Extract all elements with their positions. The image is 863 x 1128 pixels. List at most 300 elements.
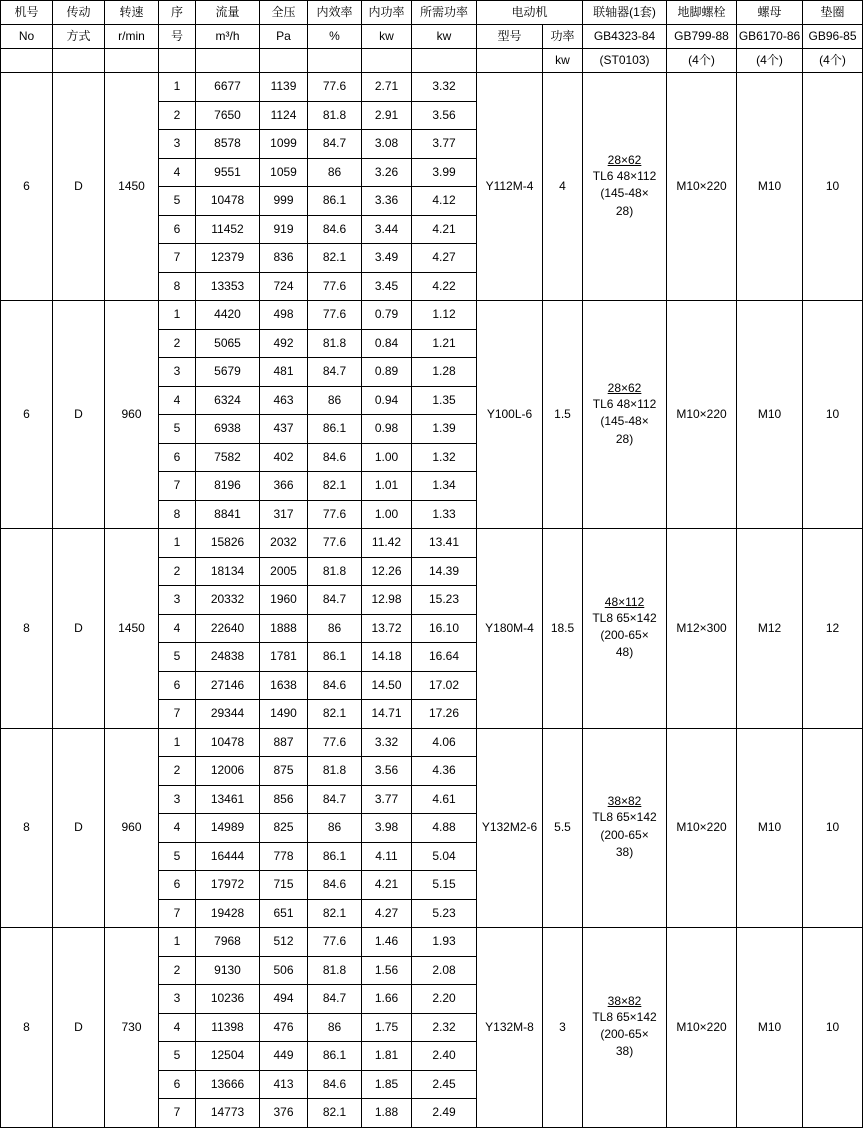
inner-power-cell: 0.98 [362, 415, 412, 444]
required-power-cell: 4.06 [412, 728, 477, 757]
header-spacer-9 [412, 49, 477, 73]
efficiency-cell: 84.6 [308, 215, 362, 244]
nut-cell: M10 [737, 301, 803, 529]
flow-cell: 8196 [196, 472, 260, 501]
sequence-cell: 4 [159, 814, 196, 843]
efficiency-cell: 82.1 [308, 244, 362, 273]
sequence-cell: 3 [159, 586, 196, 615]
header-drive-mode: 方式 [53, 25, 105, 49]
table-row [1, 301, 863, 330]
pressure-cell: 481 [260, 358, 308, 387]
pressure-cell: 836 [260, 244, 308, 273]
required-power-cell: 13.41 [412, 529, 477, 558]
pressure-cell: 449 [260, 1042, 308, 1071]
coupling-cell [583, 928, 667, 1128]
inner-power-cell: 4.27 [362, 899, 412, 928]
flow-cell: 10478 [196, 728, 260, 757]
required-power-cell: 1.21 [412, 329, 477, 358]
flow-cell: 11398 [196, 1013, 260, 1042]
efficiency-cell: 82.1 [308, 1099, 362, 1128]
flow-cell: 27146 [196, 671, 260, 700]
washer-cell: 10 [803, 928, 863, 1128]
flow-cell: 10478 [196, 187, 260, 216]
header-spacer-1 [1, 49, 53, 73]
header-drive-cn: 传动 [53, 1, 105, 25]
efficiency-cell: 86.1 [308, 1042, 362, 1071]
sequence-cell: 5 [159, 643, 196, 672]
header-spacer-7 [308, 49, 362, 73]
header-nut-group: 螺母 [737, 1, 803, 25]
pressure-cell: 317 [260, 500, 308, 529]
sequence-cell: 7 [159, 244, 196, 273]
sequence-cell: 4 [159, 614, 196, 643]
pressure-cell: 2032 [260, 529, 308, 558]
fan-number-cell: 8 [1, 928, 53, 1128]
header-no-cn: 机号 [1, 1, 53, 25]
efficiency-cell: 81.8 [308, 956, 362, 985]
header-motor-model: 型号 [477, 25, 543, 49]
required-power-cell: 2.20 [412, 985, 477, 1014]
header-efficiency-cn: 内效率 [308, 1, 362, 25]
header-motor-group: 电动机 [477, 1, 583, 25]
efficiency-cell: 84.7 [308, 130, 362, 159]
flow-cell: 19428 [196, 899, 260, 928]
flow-cell: 9130 [196, 956, 260, 985]
flow-cell: 22640 [196, 614, 260, 643]
efficiency-cell: 82.1 [308, 700, 362, 729]
motor-power-cell: 18.5 [543, 529, 583, 729]
header-seq-unit: 号 [159, 25, 196, 49]
coupling-dimension-end: 38) [615, 1044, 634, 1059]
flow-cell: 9551 [196, 158, 260, 187]
sequence-cell: 5 [159, 187, 196, 216]
sequence-cell: 3 [159, 985, 196, 1014]
pressure-cell: 1781 [260, 643, 308, 672]
sequence-cell: 1 [159, 73, 196, 102]
efficiency-cell: 86 [308, 158, 362, 187]
pressure-cell: 463 [260, 386, 308, 415]
pressure-cell: 1490 [260, 700, 308, 729]
required-power-cell: 16.64 [412, 643, 477, 672]
flow-cell: 7650 [196, 101, 260, 130]
required-power-cell: 4.27 [412, 244, 477, 273]
pressure-cell: 999 [260, 187, 308, 216]
required-power-cell: 4.22 [412, 272, 477, 301]
fan-number-cell: 6 [1, 73, 53, 301]
efficiency-cell: 84.6 [308, 671, 362, 700]
efficiency-cell: 84.7 [308, 785, 362, 814]
efficiency-cell: 86.1 [308, 643, 362, 672]
header-pressure-unit: Pa [260, 25, 308, 49]
pressure-cell: 825 [260, 814, 308, 843]
inner-power-cell: 3.77 [362, 785, 412, 814]
required-power-cell: 1.32 [412, 443, 477, 472]
table-row [1, 928, 863, 957]
sequence-cell: 6 [159, 443, 196, 472]
inner-power-cell: 11.42 [362, 529, 412, 558]
table-body [1, 73, 863, 1128]
pressure-cell: 512 [260, 928, 308, 957]
flow-cell: 29344 [196, 700, 260, 729]
inner-power-cell: 3.44 [362, 215, 412, 244]
speed-cell: 960 [105, 728, 159, 928]
washer-cell: 12 [803, 529, 863, 729]
header-motor-power-unit: kw [543, 49, 583, 73]
sequence-cell: 2 [159, 757, 196, 786]
sequence-cell: 6 [159, 871, 196, 900]
pressure-cell: 1638 [260, 671, 308, 700]
sequence-cell: 8 [159, 272, 196, 301]
efficiency-cell: 86 [308, 1013, 362, 1042]
required-power-cell: 4.61 [412, 785, 477, 814]
inner-power-cell: 0.94 [362, 386, 412, 415]
efficiency-cell: 86 [308, 814, 362, 843]
flow-cell: 24838 [196, 643, 260, 672]
drive-mode-cell: D [53, 728, 105, 928]
header-washer-standard: GB96-85 [803, 25, 863, 49]
header-flow-cn: 流量 [196, 1, 260, 25]
foot-bolt-cell: M10×220 [667, 73, 737, 301]
required-power-cell: 14.39 [412, 557, 477, 586]
drive-mode-cell: D [53, 73, 105, 301]
sequence-cell: 1 [159, 301, 196, 330]
efficiency-cell: 81.8 [308, 557, 362, 586]
inner-power-cell: 12.98 [362, 586, 412, 615]
header-washer-qty: (4个) [803, 49, 863, 73]
required-power-cell: 4.36 [412, 757, 477, 786]
pressure-cell: 498 [260, 301, 308, 330]
flow-cell: 12379 [196, 244, 260, 273]
inner-power-cell: 1.88 [362, 1099, 412, 1128]
speed-cell: 1450 [105, 73, 159, 301]
flow-cell: 16444 [196, 842, 260, 871]
coupling-bore-size: 28×62 [607, 152, 642, 167]
efficiency-cell: 77.6 [308, 500, 362, 529]
pressure-cell: 1124 [260, 101, 308, 130]
drive-mode-cell: D [53, 928, 105, 1128]
pressure-cell: 413 [260, 1070, 308, 1099]
pressure-cell: 506 [260, 956, 308, 985]
efficiency-cell: 84.7 [308, 358, 362, 387]
efficiency-cell: 84.6 [308, 443, 362, 472]
efficiency-cell: 81.8 [308, 101, 362, 130]
header-spacer-10 [477, 49, 543, 73]
flow-cell: 10236 [196, 985, 260, 1014]
header-required-power-unit: kw [412, 25, 477, 49]
efficiency-cell: 77.6 [308, 301, 362, 330]
required-power-cell: 2.45 [412, 1070, 477, 1099]
pressure-cell: 492 [260, 329, 308, 358]
sequence-cell: 5 [159, 1042, 196, 1071]
efficiency-cell: 84.7 [308, 586, 362, 615]
foot-bolt-cell: M10×220 [667, 728, 737, 928]
header-spacer-5 [196, 49, 260, 73]
flow-cell: 17972 [196, 871, 260, 900]
motor-model-cell: Y132M2-6 [477, 728, 543, 928]
required-power-cell: 1.12 [412, 301, 477, 330]
pressure-cell: 476 [260, 1013, 308, 1042]
sequence-cell: 2 [159, 956, 196, 985]
pressure-cell: 724 [260, 272, 308, 301]
inner-power-cell: 1.01 [362, 472, 412, 501]
foot-bolt-cell: M10×220 [667, 301, 737, 529]
sequence-cell: 5 [159, 842, 196, 871]
required-power-cell: 1.33 [412, 500, 477, 529]
header-inner-power-unit: kw [362, 25, 412, 49]
inner-power-cell: 12.26 [362, 557, 412, 586]
pressure-cell: 778 [260, 842, 308, 871]
header-foot-bolt-qty: (4个) [667, 49, 737, 73]
required-power-cell: 3.77 [412, 130, 477, 159]
flow-cell: 8578 [196, 130, 260, 159]
sequence-cell: 6 [159, 215, 196, 244]
pressure-cell: 1099 [260, 130, 308, 159]
required-power-cell: 2.40 [412, 1042, 477, 1071]
pressure-cell: 875 [260, 757, 308, 786]
fan-number-cell: 8 [1, 529, 53, 729]
inner-power-cell: 2.71 [362, 73, 412, 102]
inner-power-cell: 3.45 [362, 272, 412, 301]
pressure-cell: 366 [260, 472, 308, 501]
header-coupling-group: 联轴器(1套) [583, 1, 667, 25]
motor-power-cell: 5.5 [543, 728, 583, 928]
speed-cell: 1450 [105, 529, 159, 729]
required-power-cell: 1.34 [412, 472, 477, 501]
pressure-cell: 376 [260, 1099, 308, 1128]
required-power-cell: 16.10 [412, 614, 477, 643]
flow-cell: 6938 [196, 415, 260, 444]
coupling-dimension-end: 38) [615, 844, 634, 859]
inner-power-cell: 14.18 [362, 643, 412, 672]
flow-cell: 6677 [196, 73, 260, 102]
required-power-cell: 2.49 [412, 1099, 477, 1128]
table-row [1, 73, 863, 102]
inner-power-cell: 13.72 [362, 614, 412, 643]
sequence-cell: 3 [159, 358, 196, 387]
header-spacer-8 [362, 49, 412, 73]
motor-model-cell: Y132M-8 [477, 928, 543, 1128]
efficiency-cell: 86 [308, 386, 362, 415]
inner-power-cell: 0.79 [362, 301, 412, 330]
required-power-cell: 1.35 [412, 386, 477, 415]
efficiency-cell: 84.6 [308, 1070, 362, 1099]
inner-power-cell: 1.46 [362, 928, 412, 957]
required-power-cell: 3.99 [412, 158, 477, 187]
header-nut-qty: (4个) [737, 49, 803, 73]
sequence-cell: 1 [159, 728, 196, 757]
pressure-cell: 887 [260, 728, 308, 757]
flow-cell: 11452 [196, 215, 260, 244]
inner-power-cell: 0.89 [362, 358, 412, 387]
efficiency-cell: 84.6 [308, 871, 362, 900]
required-power-cell: 17.26 [412, 700, 477, 729]
required-power-cell: 15.23 [412, 586, 477, 615]
flow-cell: 13666 [196, 1070, 260, 1099]
required-power-cell: 1.28 [412, 358, 477, 387]
inner-power-cell: 3.36 [362, 187, 412, 216]
washer-cell: 10 [803, 728, 863, 928]
pressure-cell: 2005 [260, 557, 308, 586]
nut-cell: M10 [737, 728, 803, 928]
inner-power-cell: 14.71 [362, 700, 412, 729]
header-washer-group: 垫圈 [803, 1, 863, 25]
motor-model-cell: Y112M-4 [477, 73, 543, 301]
sequence-cell: 2 [159, 557, 196, 586]
inner-power-cell: 1.85 [362, 1070, 412, 1099]
efficiency-cell: 77.6 [308, 272, 362, 301]
inner-power-cell: 1.75 [362, 1013, 412, 1042]
sequence-cell: 3 [159, 130, 196, 159]
foot-bolt-cell: M10×220 [667, 928, 737, 1128]
flow-cell: 18134 [196, 557, 260, 586]
sequence-cell: 7 [159, 700, 196, 729]
header-required-power-cn: 所需功率 [412, 1, 477, 25]
header-spacer-3 [105, 49, 159, 73]
motor-model-cell: Y180M-4 [477, 529, 543, 729]
sequence-cell: 3 [159, 785, 196, 814]
pressure-cell: 402 [260, 443, 308, 472]
coupling-cell [583, 728, 667, 928]
drive-mode-cell: D [53, 301, 105, 529]
sequence-cell: 6 [159, 671, 196, 700]
header-spacer-4 [159, 49, 196, 73]
sequence-cell: 8 [159, 500, 196, 529]
inner-power-cell: 4.21 [362, 871, 412, 900]
coupling-model: TL6 48×112 [592, 396, 657, 411]
speed-cell: 730 [105, 928, 159, 1128]
coupling-bore-size: 48×112 [604, 594, 645, 609]
required-power-cell: 1.39 [412, 415, 477, 444]
efficiency-cell: 81.8 [308, 757, 362, 786]
inner-power-cell: 3.56 [362, 757, 412, 786]
coupling-model: TL8 65×142 [592, 1009, 657, 1024]
sequence-cell: 7 [159, 1099, 196, 1128]
required-power-cell: 2.08 [412, 956, 477, 985]
flow-cell: 5065 [196, 329, 260, 358]
required-power-cell: 5.23 [412, 899, 477, 928]
required-power-cell: 4.12 [412, 187, 477, 216]
header-pressure-cn: 全压 [260, 1, 308, 25]
flow-cell: 15826 [196, 529, 260, 558]
header-foot-bolt-standard: GB799-88 [667, 25, 737, 49]
efficiency-cell: 77.6 [308, 73, 362, 102]
inner-power-cell: 3.26 [362, 158, 412, 187]
sequence-cell: 6 [159, 1070, 196, 1099]
header-seq-cn: 序 [159, 1, 196, 25]
speed-cell: 960 [105, 301, 159, 529]
pressure-cell: 651 [260, 899, 308, 928]
efficiency-cell: 77.6 [308, 728, 362, 757]
sequence-cell: 5 [159, 415, 196, 444]
efficiency-cell: 77.6 [308, 928, 362, 957]
sequence-cell: 4 [159, 158, 196, 187]
required-power-cell: 4.88 [412, 814, 477, 843]
coupling-bore-size: 28×62 [607, 380, 642, 395]
flow-cell: 12006 [196, 757, 260, 786]
flow-cell: 14989 [196, 814, 260, 843]
inner-power-cell: 4.11 [362, 842, 412, 871]
inner-power-cell: 3.49 [362, 244, 412, 273]
efficiency-cell: 86 [308, 614, 362, 643]
required-power-cell: 17.02 [412, 671, 477, 700]
sequence-cell: 7 [159, 472, 196, 501]
coupling-model: TL6 48×112 [592, 168, 657, 183]
flow-cell: 12504 [196, 1042, 260, 1071]
nut-cell: M12 [737, 529, 803, 729]
sequence-cell: 1 [159, 529, 196, 558]
inner-power-cell: 1.00 [362, 500, 412, 529]
fan-number-cell: 8 [1, 728, 53, 928]
coupling-dimension-end: 28) [615, 203, 634, 218]
washer-cell: 10 [803, 301, 863, 529]
header-spacer-2 [53, 49, 105, 73]
table-row [1, 529, 863, 558]
efficiency-cell: 77.6 [308, 529, 362, 558]
header-motor-power: 功率 [543, 25, 583, 49]
header-spacer-6 [260, 49, 308, 73]
efficiency-cell: 81.8 [308, 329, 362, 358]
flow-cell: 13353 [196, 272, 260, 301]
motor-power-cell: 1.5 [543, 301, 583, 529]
efficiency-cell: 84.7 [308, 985, 362, 1014]
pressure-cell: 715 [260, 871, 308, 900]
inner-power-cell: 1.81 [362, 1042, 412, 1071]
sequence-cell: 1 [159, 928, 196, 957]
pressure-cell: 1960 [260, 586, 308, 615]
header-nut-standard: GB6170-86 [737, 25, 803, 49]
coupling-cell [583, 73, 667, 301]
coupling-model: TL8 65×142 [592, 810, 657, 825]
header-coupling-code: (ST0103) [583, 49, 667, 73]
efficiency-cell: 86.1 [308, 187, 362, 216]
coupling-dimension-line: (145-48× [600, 414, 649, 429]
coupling-cell [583, 529, 667, 729]
sequence-cell: 2 [159, 329, 196, 358]
pressure-cell: 494 [260, 985, 308, 1014]
inner-power-cell: 3.08 [362, 130, 412, 159]
required-power-cell: 3.56 [412, 101, 477, 130]
flow-cell: 4420 [196, 301, 260, 330]
coupling-bore-size: 38×82 [607, 794, 642, 809]
inner-power-cell: 3.32 [362, 728, 412, 757]
sequence-cell: 4 [159, 386, 196, 415]
pressure-cell: 919 [260, 215, 308, 244]
washer-cell: 10 [803, 73, 863, 301]
sequence-cell: 2 [159, 101, 196, 130]
pressure-cell: 1139 [260, 73, 308, 102]
flow-cell: 13461 [196, 785, 260, 814]
header-speed-cn: 转速 [105, 1, 159, 25]
efficiency-cell: 86.1 [308, 842, 362, 871]
coupling-model: TL8 65×142 [592, 610, 657, 625]
inner-power-cell: 1.66 [362, 985, 412, 1014]
efficiency-cell: 82.1 [308, 472, 362, 501]
inner-power-cell: 1.56 [362, 956, 412, 985]
motor-model-cell: Y100L-6 [477, 301, 543, 529]
nut-cell: M10 [737, 73, 803, 301]
flow-cell: 14773 [196, 1099, 260, 1128]
flow-cell: 6324 [196, 386, 260, 415]
coupling-dimension-line: (200-65× [600, 1027, 649, 1042]
coupling-dimension-line: (200-65× [600, 628, 649, 643]
inner-power-cell: 2.91 [362, 101, 412, 130]
header-speed-unit: r/min [105, 25, 159, 49]
inner-power-cell: 3.98 [362, 814, 412, 843]
motor-power-cell: 3 [543, 928, 583, 1128]
header-foot-bolt-group: 地脚螺栓 [667, 1, 737, 25]
header-efficiency-unit: % [308, 25, 362, 49]
pressure-cell: 856 [260, 785, 308, 814]
